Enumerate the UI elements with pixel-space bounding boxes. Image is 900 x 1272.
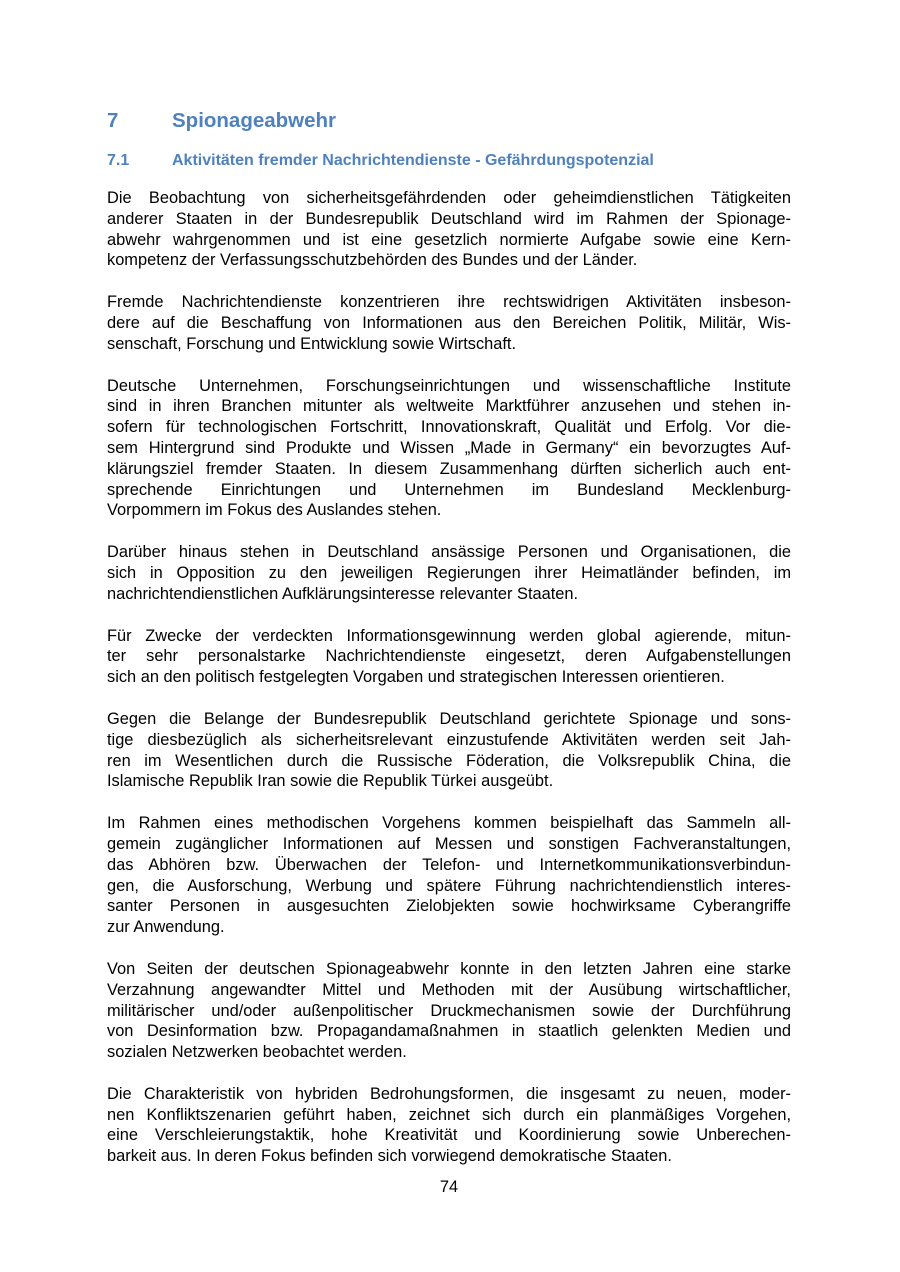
paragraph-line: eine Verschleierungstaktik, hohe Kreativität und Koordinierung sowie Unberechen- xyxy=(107,1126,791,1145)
paragraph-line: sich an den politisch festgelegten Vorgaben und strategischen Interessen orientieren. xyxy=(107,668,725,687)
paragraph xyxy=(107,626,791,688)
paragraph-line: kompetenz der Verfassungsschutzbehörden des Bundes und der Länder. xyxy=(107,251,638,270)
paragraph-line: nen Konfliktszenarien geführt haben, zeichnet sich durch ein planmäßiges Vorgehen, xyxy=(107,1105,791,1124)
paragraph-line: abwehr wahrgenommen und ist eine gesetzlich normierte Aufgabe sowie eine Kern- xyxy=(107,230,791,249)
paragraph xyxy=(107,376,791,522)
paragraph-line: Gegen die Belange der Bundesrepublik Deutschland gerichtete Spionage und sons- xyxy=(107,709,791,728)
paragraph-line: von Desinformation bzw. Propagandamaßnahmen in staatlich gelenkten Medien und xyxy=(107,1022,791,1041)
paragraph-line: gen, die Ausforschung, Werbung und spätere Führung nachrichtendienstlich interes- xyxy=(107,876,791,895)
paragraph-line: ren im Wesentlichen durch die Russische Föderation, die Volksrepublik China, die xyxy=(107,751,791,770)
chapter-title: Spionageabwehr xyxy=(172,109,337,132)
paragraph-line: Die Charakteristik von hybriden Bedrohungsformen, die insgesamt zu neuen, moder- xyxy=(107,1084,791,1103)
paragraph-line: zur Anwendung. xyxy=(107,918,225,937)
paragraph xyxy=(107,959,791,1063)
paragraph-line: sich in Opposition zu den jeweiligen Regierungen ihrer Heimatländer befinden, im xyxy=(107,563,791,582)
paragraph xyxy=(107,542,791,604)
paragraph-line: Islamische Republik Iran sowie die Republik Türkei ausgeübt. xyxy=(107,772,554,791)
paragraph-line: nachrichtendienstlichen Aufklärungsinteresse relevanter Staaten. xyxy=(107,584,579,603)
paragraph-line: Fremde Nachrichtendienste konzentrieren ihre rechtswidrigen Aktivitäten insbeson- xyxy=(107,293,791,312)
page-number: 74 xyxy=(439,1178,459,1196)
chapter-number: 7 xyxy=(107,109,119,132)
paragraph-line: santer Personen in ausgesuchten Zielobjekten sowie hochwirksame Cyberangriffe xyxy=(107,897,791,916)
section-heading xyxy=(107,149,791,173)
paragraph xyxy=(107,188,791,271)
paragraph-line: Deutsche Unternehmen, Forschungseinrichtungen und wissenschaftliche Institute xyxy=(107,376,791,395)
paragraph xyxy=(107,709,791,792)
paragraph-line: Im Rahmen eines methodischen Vorgehens kommen beispielhaft das Sammeln all- xyxy=(107,814,791,833)
paragraph-line: Verzahnung angewandter Mittel und Methoden mit der Ausübung wirtschaftlicher, xyxy=(107,980,791,999)
paragraph-line: sozialen Netzwerken beobachtet werden. xyxy=(107,1043,407,1062)
paragraph-line: Darüber hinaus stehen in Deutschland ansässige Personen und Organisationen, die xyxy=(107,543,791,562)
paragraph-line: sem Hintergrund sind Produkte und Wissen „Made in Germany“ ein bevorzugtes Auf- xyxy=(107,438,791,457)
body-text xyxy=(107,188,791,1188)
paragraph-line: anderer Staaten in der Bundesrepublik Deutschland wird im Rahmen der Spionage- xyxy=(107,209,791,228)
paragraph-line: Für Zwecke der verdeckten Informationsgewinnung werden global agierende, mitun- xyxy=(107,626,791,645)
paragraph-line: klärungsziel fremder Staaten. In diesem Zusammenhang dürften sicherlich auch ent- xyxy=(107,459,791,478)
paragraph xyxy=(107,1084,791,1167)
chapter-heading xyxy=(107,107,791,135)
paragraph-line: Von Seiten der deutschen Spionageabwehr konnte in den letzten Jahren eine starke xyxy=(107,959,791,978)
paragraph xyxy=(107,292,791,354)
section-title: Aktivitäten fremder Nachrichtendienste - Gefährdungspotenzial xyxy=(172,152,654,169)
paragraph-line: barkeit aus. In deren Fokus befinden sich vorwiegend demokratische Staaten. xyxy=(107,1147,672,1166)
paragraph-line: tige diesbezüglich als sicherheitsrelevant einzustufende Aktivitäten werden seit Jah- xyxy=(107,730,791,749)
paragraph-line: dere auf die Beschaffung von Informationen aus den Bereichen Politik, Militär, Wis- xyxy=(107,313,791,332)
paragraph xyxy=(107,813,791,938)
paragraph-line: Vorpommern im Fokus des Auslandes stehen. xyxy=(107,501,442,520)
paragraph-line: militärischer und/oder außenpolitischer Druckmechanismen sowie der Durchführung xyxy=(107,1001,791,1020)
paragraph-line: senschaft, Forschung und Entwicklung sowie Wirtschaft. xyxy=(107,334,517,353)
paragraph-line: das Abhören bzw. Überwachen der Telefon- und Internetkommunikationsverbindun- xyxy=(107,855,791,874)
paragraph-line: sind in ihren Branchen mitunter als weltweite Marktführer anzusehen und stehen in- xyxy=(107,397,791,416)
paragraph-line: ter sehr personalstarke Nachrichtendienste eingesetzt, deren Aufgabenstellungen xyxy=(107,647,791,666)
section-number: 7.1 xyxy=(107,152,130,169)
paragraph-line: Die Beobachtung von sicherheitsgefährdenden oder geheimdienstlichen Tätigkeiten xyxy=(107,189,791,207)
paragraph-line: gemein zugänglicher Informationen auf Messen und sonstigen Fachveranstaltungen, xyxy=(107,834,791,853)
paragraph-line: sofern für technologischen Fortschritt, Innovationskraft, Qualität und Erfolg. Vor die- xyxy=(107,418,791,437)
paragraph-line: sprechende Einrichtungen und Unternehmen im Bundesland Mecklenburg- xyxy=(107,480,791,499)
